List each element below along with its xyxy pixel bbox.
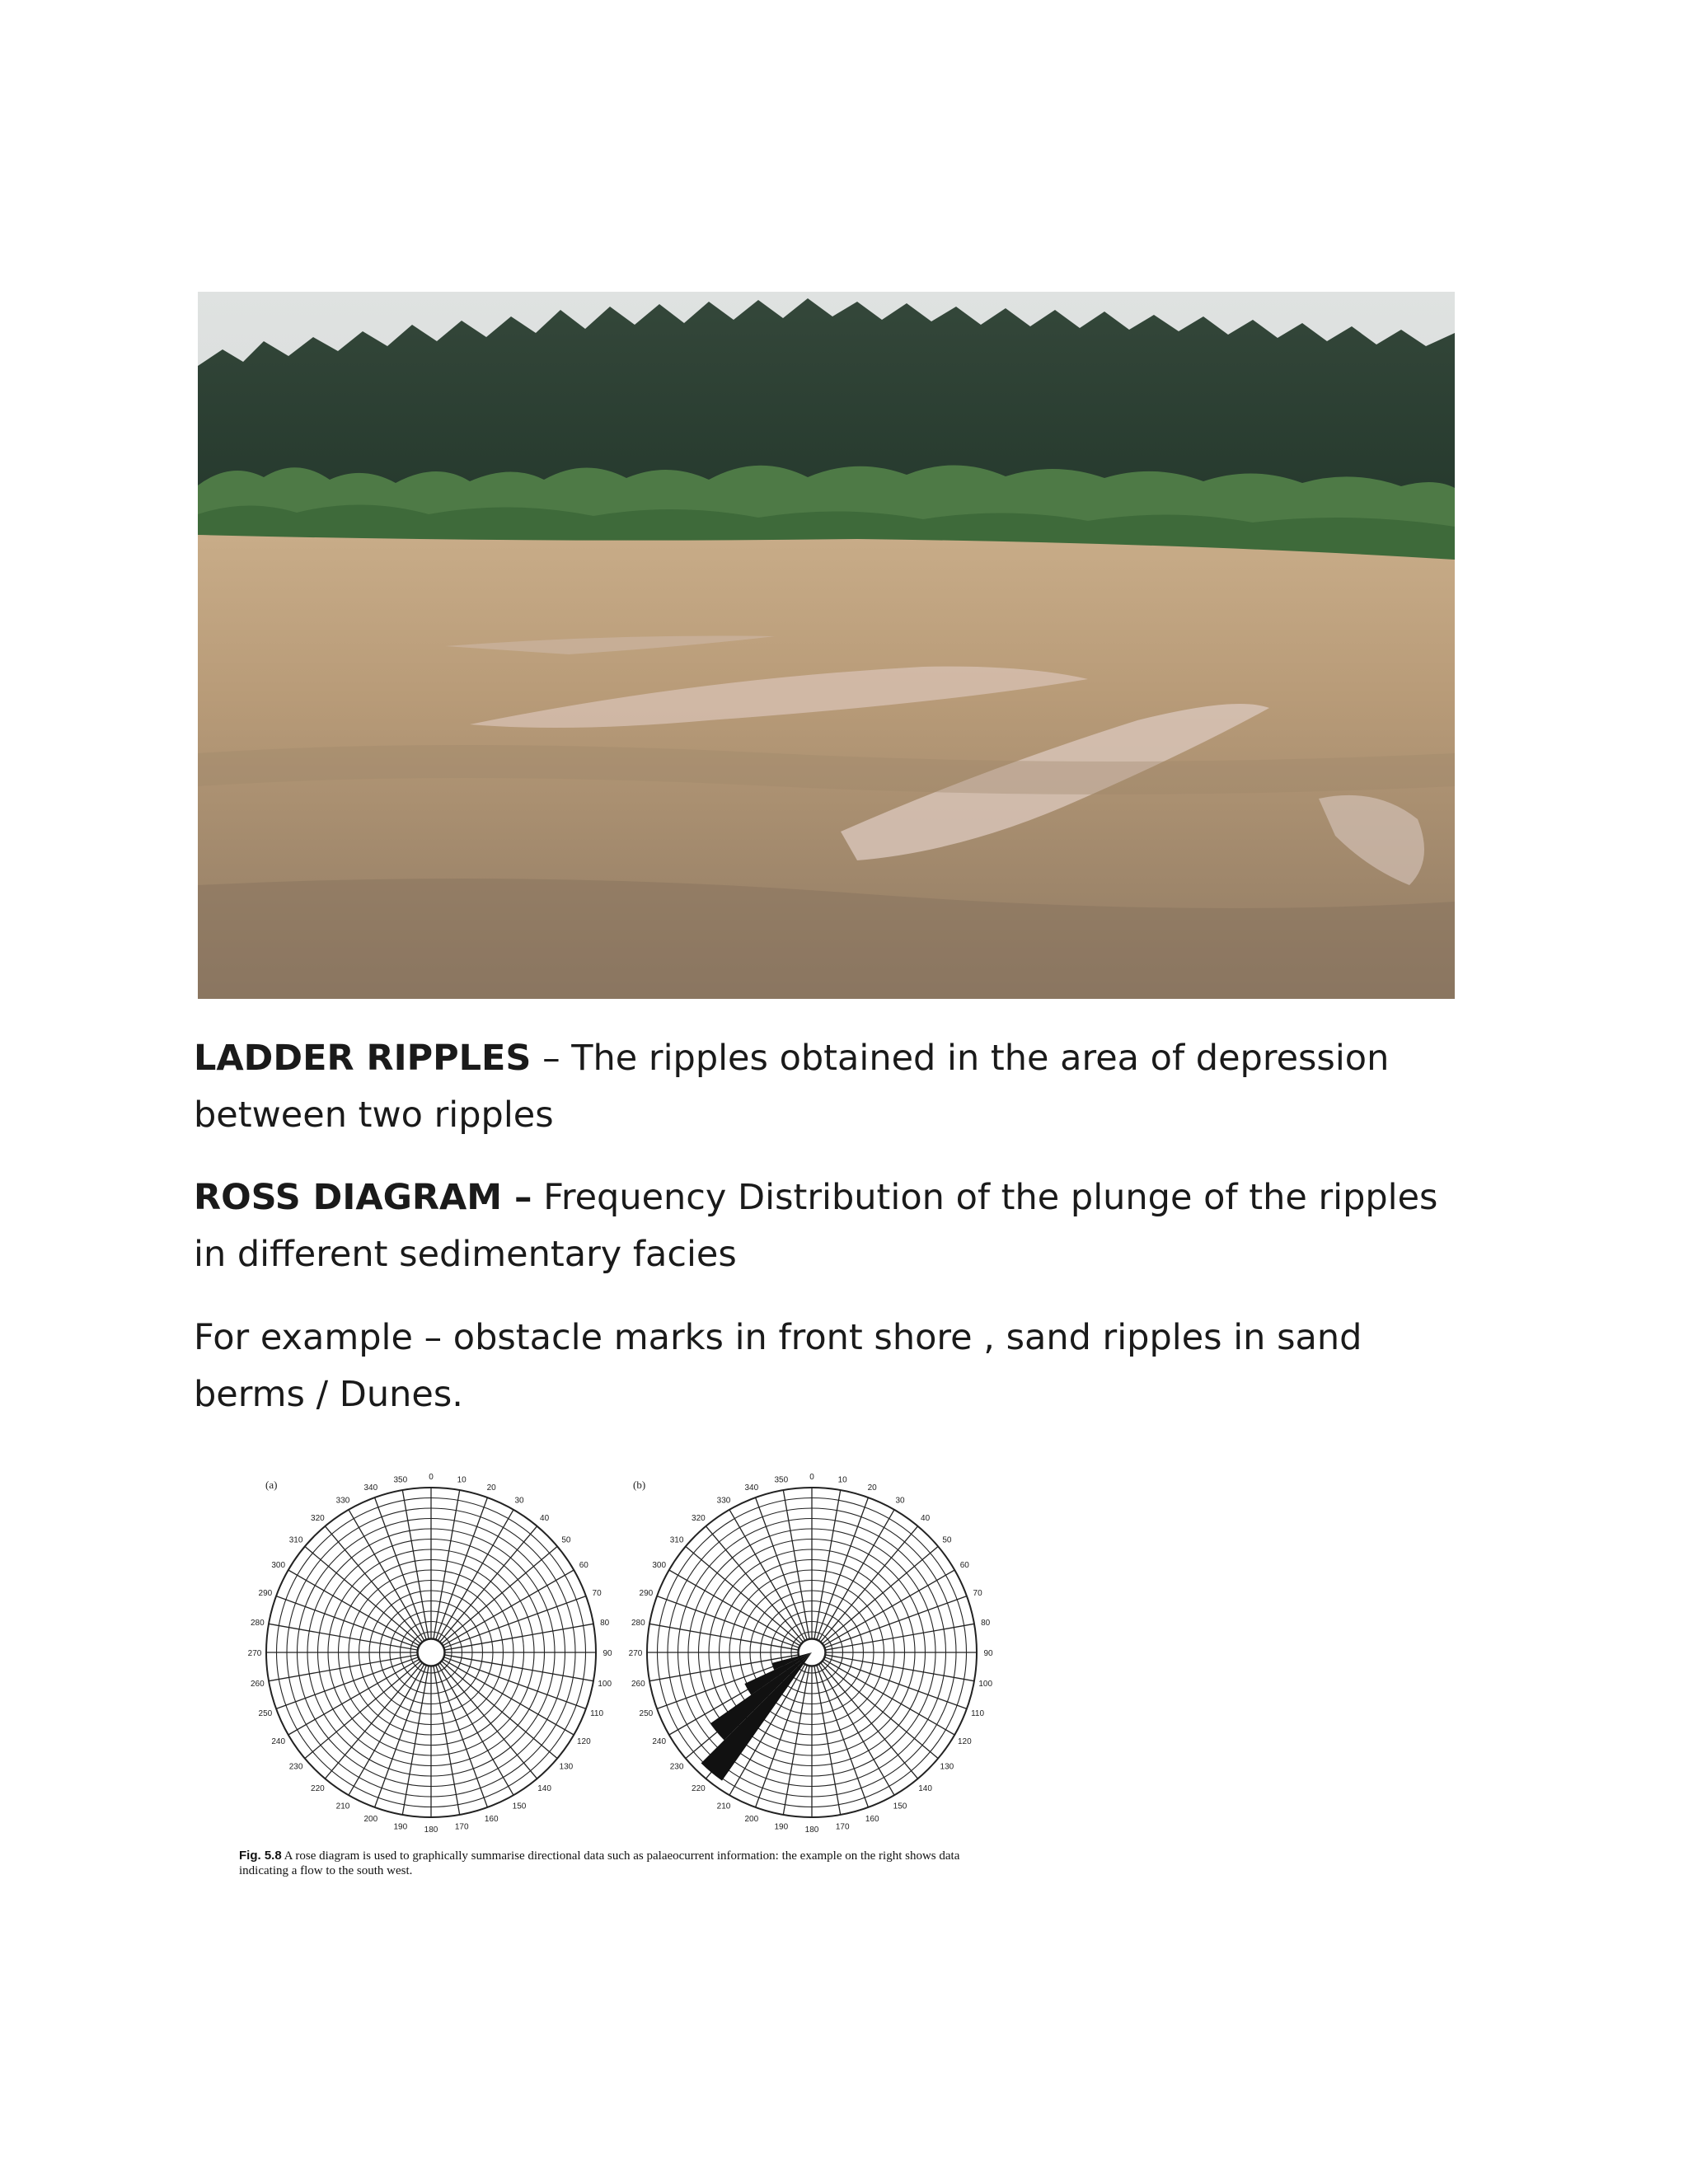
bearing-label: 10 (837, 1475, 847, 1485)
bearing-label: 250 (639, 1709, 654, 1719)
bearing-label: 10 (457, 1475, 467, 1485)
bearing-label: 200 (363, 1815, 378, 1825)
bearing-label: 240 (271, 1737, 286, 1746)
bearing-label: 330 (716, 1496, 731, 1506)
definition-ladder-ripples: The ripples obtained in the area of depression between two ripples (194, 1038, 1390, 1136)
bearing-label: 260 (250, 1680, 265, 1690)
bearing-label: 20 (867, 1483, 877, 1493)
bearing-label: 80 (981, 1618, 991, 1628)
bearing-label: 0 (809, 1473, 814, 1482)
panel-a-label: (a) (265, 1479, 278, 1491)
bearing-label: 60 (579, 1561, 588, 1570)
bearing-label: 60 (959, 1561, 969, 1570)
bearing-label: 170 (835, 1822, 850, 1832)
bearing-label: 40 (540, 1514, 550, 1524)
term-ross-diagram: ROSS DIAGRAM – (194, 1177, 532, 1218)
paragraph-example (194, 1310, 1479, 1423)
bearing-label: 280 (250, 1618, 265, 1628)
paragraph-ross-diagram (194, 1169, 1479, 1283)
bearing-label: 310 (288, 1535, 303, 1545)
bearing-label: 210 (335, 1802, 350, 1811)
rose-diagram-a (248, 1473, 612, 1835)
bearing-label: 120 (576, 1737, 591, 1746)
bearing-label: 320 (692, 1514, 706, 1524)
bearing-label: 330 (335, 1496, 350, 1506)
beach-photo-image (198, 292, 1455, 999)
bearing-label: 150 (512, 1802, 527, 1811)
bearing-label: 170 (454, 1822, 469, 1832)
figure-caption (239, 1849, 981, 1878)
bearing-label: 240 (652, 1737, 667, 1746)
rose-diagram-figure (231, 1467, 1022, 1896)
bearing-label: 230 (669, 1762, 684, 1772)
rose-diagrams (231, 1467, 1022, 1854)
definition-ross-diagram: Frequency Distribution of the plunge of the ripples in different sedimentary facies (194, 1177, 1438, 1275)
bearing-label: 150 (893, 1802, 907, 1811)
panel-b-label: (b) (633, 1479, 646, 1491)
separator: – (531, 1038, 572, 1079)
bearing-label: 160 (484, 1815, 499, 1825)
bearing-label: 230 (288, 1762, 303, 1772)
bearing-label: 270 (247, 1649, 262, 1658)
bearing-label: 70 (973, 1588, 982, 1598)
bearing-label: 180 (804, 1825, 819, 1835)
bearing-label: 310 (669, 1535, 684, 1545)
bearing-label: 200 (744, 1815, 759, 1825)
bearing-label: 290 (639, 1588, 654, 1598)
bearing-label: 20 (486, 1483, 496, 1493)
caption-text: A rose diagram is used to graphically summarise directional data such as palaeocurrent information: the example on the right shows data indicating a flow to the south west. (239, 1849, 960, 1877)
bearing-label: 300 (652, 1561, 667, 1570)
bearing-label: 340 (744, 1483, 759, 1493)
bearing-label: 90 (603, 1649, 612, 1658)
rose-petal (701, 1652, 812, 1781)
bearing-label: 110 (590, 1709, 604, 1719)
bearing-label: 280 (631, 1618, 645, 1628)
bearing-label: 0 (429, 1473, 434, 1482)
example-text: For example – obstacle marks in front shore , sand ripples in sand berms / Dunes. (194, 1317, 1362, 1415)
bearing-label: 160 (865, 1815, 879, 1825)
bearing-label: 80 (600, 1618, 610, 1628)
bearing-label: 250 (258, 1709, 273, 1719)
bearing-label: 140 (537, 1783, 551, 1793)
bearing-label: 350 (393, 1475, 408, 1485)
bearing-label: 300 (271, 1561, 286, 1570)
caption-label: Fig. 5.8 (239, 1849, 282, 1863)
bearing-label: 350 (774, 1475, 789, 1485)
term-ladder-ripples: LADDER RIPPLES (194, 1038, 532, 1079)
rose-petal (710, 1652, 812, 1740)
bearing-label: 180 (424, 1825, 438, 1835)
bearing-label: 50 (942, 1535, 952, 1545)
bearing-label: 340 (363, 1483, 378, 1493)
bearing-label: 40 (921, 1514, 931, 1524)
rose-diagram-b (629, 1473, 993, 1835)
paragraph-ladder-ripples (194, 1030, 1479, 1144)
bearing-label: 130 (559, 1762, 574, 1772)
bearing-label: 140 (918, 1783, 932, 1793)
bearing-label: 190 (393, 1822, 408, 1832)
bearing-label: 70 (592, 1588, 602, 1598)
bearing-label: 220 (692, 1783, 706, 1793)
bearing-label: 50 (561, 1535, 571, 1545)
bearing-label: 130 (940, 1762, 954, 1772)
bearing-label: 90 (983, 1649, 993, 1658)
bearing-label: 120 (957, 1737, 972, 1746)
bearing-label: 100 (598, 1680, 612, 1690)
bearing-label: 30 (895, 1496, 905, 1506)
bearing-label: 100 (978, 1680, 993, 1690)
beach-photo (198, 292, 1455, 999)
separator (532, 1177, 544, 1218)
bearing-label: 190 (774, 1822, 789, 1832)
bearing-label: 270 (628, 1649, 643, 1658)
bearing-label: 320 (311, 1514, 325, 1524)
bearing-label: 290 (258, 1588, 273, 1598)
bearing-label: 220 (311, 1783, 325, 1793)
bearing-label: 110 (971, 1709, 985, 1719)
bearing-label: 30 (514, 1496, 524, 1506)
bearing-label: 260 (631, 1680, 645, 1690)
bearing-label: 210 (716, 1802, 731, 1811)
